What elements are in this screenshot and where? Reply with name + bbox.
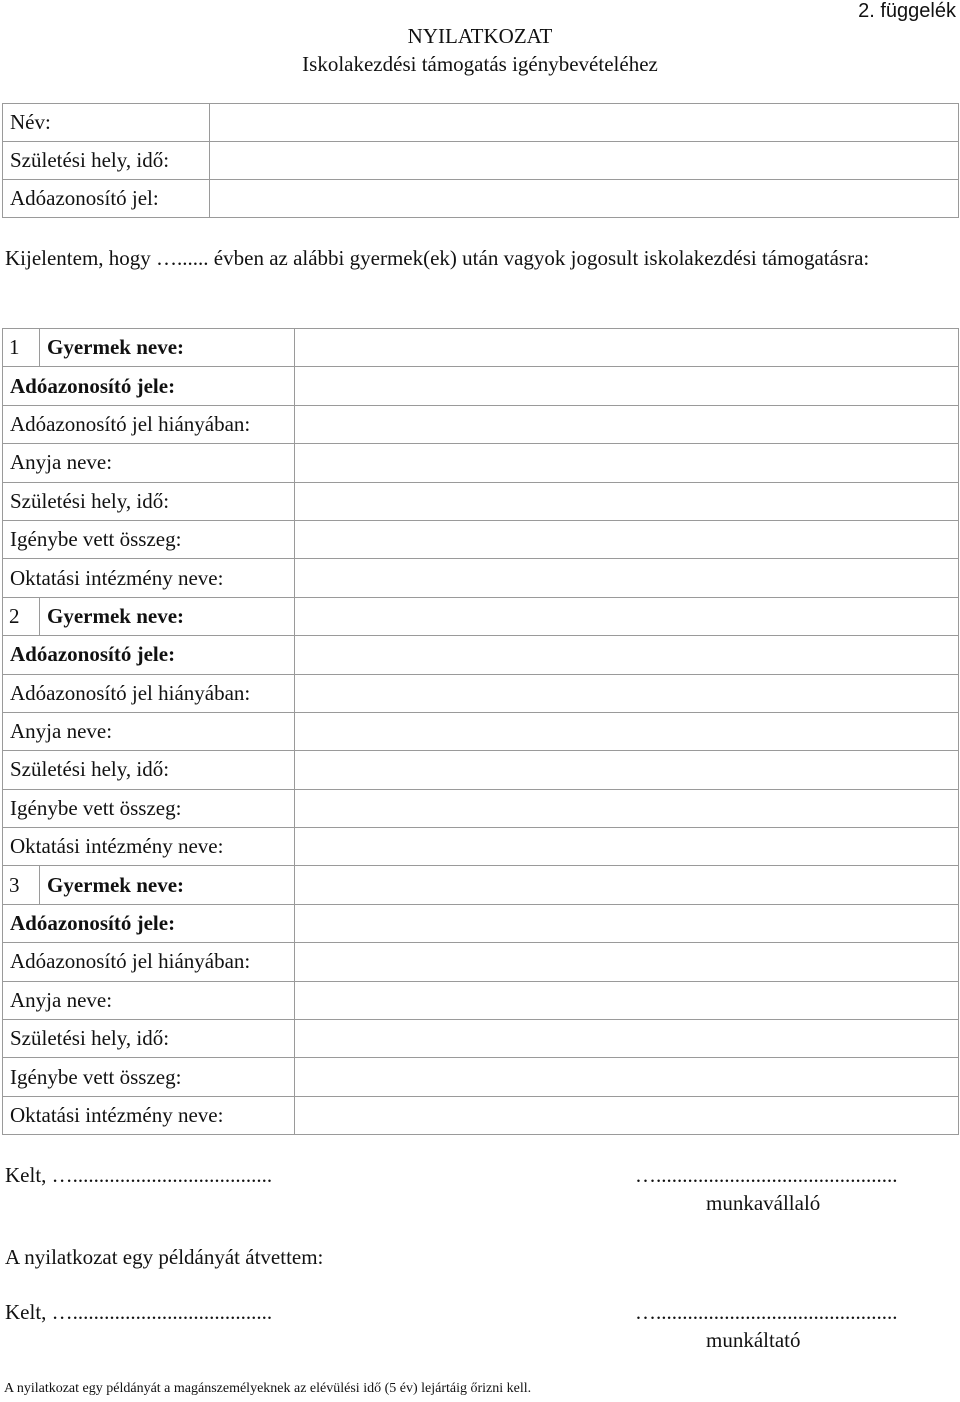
child-field-label: Születési hely, idő: — [3, 482, 295, 520]
child-field-label: Adóazonosító jel hiányában: — [3, 674, 295, 712]
child-field-label: Születési hely, idő: — [3, 751, 295, 789]
child-name-field[interactable] — [295, 329, 959, 367]
child-name-field[interactable] — [295, 866, 959, 904]
child-field-label: Anyja neve: — [3, 712, 295, 750]
name-field[interactable] — [210, 104, 959, 142]
child-name-label: Gyermek neve: — [40, 329, 295, 367]
child-field-value[interactable] — [295, 520, 959, 558]
declaration-text: Kijelentem, hogy …...... évben az alábbi gyermek(ek) után vagyok jogosult iskolakezdési támogatásra: — [5, 246, 870, 270]
table-row — [3, 789, 959, 827]
child-tax-id-field[interactable] — [295, 367, 959, 405]
appendix-label: 2. függelék — [858, 0, 956, 22]
table-row — [3, 405, 959, 443]
child-field-value[interactable] — [295, 712, 959, 750]
employer-signature-label: munkáltató — [706, 1328, 801, 1352]
child-field-label: Oktatási intézmény neve: — [3, 1096, 295, 1134]
child-number: 3 — [3, 866, 40, 904]
table-row — [3, 520, 959, 558]
child-number: 2 — [3, 597, 40, 635]
children-table — [2, 328, 959, 1135]
document-subtitle: Iskolakezdési támogatás igénybevételéhez — [302, 52, 658, 76]
table-row — [3, 712, 959, 750]
child-field-label: Igénybe vett összeg: — [3, 789, 295, 827]
table-row — [3, 904, 959, 942]
table-row — [3, 559, 959, 597]
child-field-label: Igénybe vett összeg: — [3, 1058, 295, 1096]
table-row — [3, 981, 959, 1019]
child-field-value[interactable] — [295, 1020, 959, 1058]
table-row — [3, 636, 959, 674]
table-row — [3, 674, 959, 712]
table-row — [3, 444, 959, 482]
child-name-label: Gyermek neve: — [40, 866, 295, 904]
tax-id-field[interactable] — [210, 180, 959, 218]
name-label: Név: — [3, 104, 210, 142]
child-name-label: Gyermek neve: — [40, 597, 295, 635]
child-tax-id-label: Adóazonosító jele: — [3, 367, 295, 405]
child-field-label: Anyja neve: — [3, 981, 295, 1019]
child-field-value[interactable] — [295, 559, 959, 597]
child-field-label: Igénybe vett összeg: — [3, 520, 295, 558]
child-field-value[interactable] — [295, 405, 959, 443]
date-place-employee: Kelt, …...................................... — [5, 1163, 273, 1187]
table-row — [3, 1096, 959, 1134]
child-field-label: Adóazonosító jel hiányában: — [3, 405, 295, 443]
table-row — [3, 482, 959, 520]
table-row — [3, 367, 959, 405]
birth-place-time-field[interactable] — [210, 142, 959, 180]
table-row — [3, 597, 959, 635]
document-title: NYILATKOZAT — [407, 24, 553, 48]
child-field-label: Anyja neve: — [3, 444, 295, 482]
table-row — [3, 104, 959, 142]
table-row — [3, 142, 959, 180]
child-field-value[interactable] — [295, 943, 959, 981]
table-row — [3, 180, 959, 218]
employee-signature-label: munkavállaló — [706, 1191, 821, 1215]
table-row — [3, 1058, 959, 1096]
child-field-label: Születési hely, idő: — [3, 1020, 295, 1058]
child-name-field[interactable] — [295, 597, 959, 635]
birth-place-time-label: Születési hely, idő: — [3, 142, 210, 180]
child-tax-id-label: Adóazonosító jele: — [3, 904, 295, 942]
date-place-employer: Kelt, …...................................... — [5, 1300, 273, 1324]
child-field-value[interactable] — [295, 751, 959, 789]
child-number: 1 — [3, 329, 40, 367]
received-statement: A nyilatkozat egy példányát átvettem: — [5, 1245, 324, 1269]
person-info-table — [2, 103, 959, 218]
child-field-label: Oktatási intézmény neve: — [3, 828, 295, 866]
tax-id-label: Adóazonosító jel: — [3, 180, 210, 218]
table-row — [3, 751, 959, 789]
child-field-value[interactable] — [295, 789, 959, 827]
child-field-value[interactable] — [295, 1096, 959, 1134]
signature-line-employer: ….............................................. — [635, 1300, 898, 1324]
table-row — [3, 828, 959, 866]
signature-line-employee: ….............................................. — [635, 1163, 898, 1187]
child-field-label: Oktatási intézmény neve: — [3, 559, 295, 597]
child-tax-id-field[interactable] — [295, 904, 959, 942]
child-field-value[interactable] — [295, 1058, 959, 1096]
child-field-label: Adóazonosító jel hiányában: — [3, 943, 295, 981]
table-row — [3, 329, 959, 367]
child-tax-id-label: Adóazonosító jele: — [3, 636, 295, 674]
footer-note: A nyilatkozat egy példányát a magánszemélyeknek az elévülési idő (5 év) lejártáig őrizni kell. — [4, 1381, 532, 1396]
table-row — [3, 943, 959, 981]
child-field-value[interactable] — [295, 482, 959, 520]
table-row — [3, 1020, 959, 1058]
child-field-value[interactable] — [295, 444, 959, 482]
child-tax-id-field[interactable] — [295, 636, 959, 674]
table-row — [3, 866, 959, 904]
child-field-value[interactable] — [295, 828, 959, 866]
child-field-value[interactable] — [295, 981, 959, 1019]
child-field-value[interactable] — [295, 674, 959, 712]
